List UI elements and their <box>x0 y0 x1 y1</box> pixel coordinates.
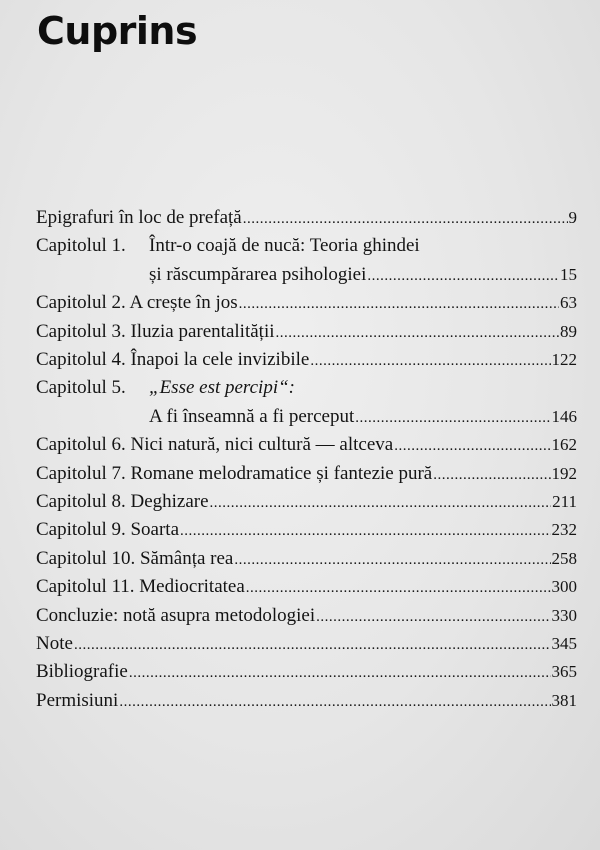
chapter-number: Capitolul 2. <box>36 292 130 314</box>
toc-entry-title: Deghizare <box>130 490 209 512</box>
toc-entry-title: Soarta <box>130 519 180 541</box>
chapter-number: Capitolul 9. <box>36 519 131 541</box>
toc-entry-capitolul-3[interactable] <box>36 318 577 346</box>
toc-entry-concluzie[interactable] <box>36 602 577 630</box>
chapter-number: Capitolul 11. <box>36 576 140 598</box>
toc-entry-permisiuni[interactable] <box>36 687 577 715</box>
dot-leader <box>129 659 551 687</box>
dot-leader <box>243 205 568 233</box>
dot-leader <box>234 546 550 574</box>
toc-entry-title: Înapoi la cele invizibile <box>130 348 310 370</box>
toc-page-number: 15 <box>560 264 577 284</box>
dot-leader <box>119 688 550 716</box>
toc-page-number: 300 <box>551 577 577 597</box>
dot-leader <box>310 347 550 375</box>
toc-entry-title: A fi înseamnă a fi perceput <box>149 405 355 427</box>
chapter-number: Capitolul 3. <box>36 320 131 342</box>
toc-entry-capitolul-10[interactable] <box>36 545 577 573</box>
toc-entry-title: și răscumpărarea psihologiei <box>149 263 367 285</box>
chapter-number: Capitolul 6. <box>36 434 131 456</box>
toc-page-number: 232 <box>551 520 577 540</box>
toc-page-number: 122 <box>551 349 577 369</box>
toc-page-number: 63 <box>560 293 577 313</box>
toc-page-number: 330 <box>551 605 577 625</box>
toc-entry-title: Romane melodramatice și fantezie pură <box>130 462 433 484</box>
chapter-number: Capitolul 4. <box>36 348 131 370</box>
toc-page-number: 258 <box>551 548 577 568</box>
toc-entry-title: Concluzie: notă asupra metodologiei <box>36 604 316 626</box>
toc-entry-capitolul-8[interactable] <box>36 488 577 516</box>
toc-page-number: 365 <box>551 662 577 682</box>
toc-page-number: 381 <box>551 690 577 710</box>
dot-leader <box>433 461 550 489</box>
toc-page-number: 89 <box>560 321 577 341</box>
dot-leader <box>276 319 560 347</box>
toc-entry-title: Epigrafuri în loc de prefață <box>36 207 242 228</box>
toc-page-number: 162 <box>551 435 577 455</box>
toc-page-number: 345 <box>551 633 577 653</box>
dot-leader <box>180 517 550 545</box>
toc-entry-note[interactable] <box>36 630 577 658</box>
toc-entry-capitolul-4[interactable] <box>36 346 577 374</box>
toc-page-number: 9 <box>568 208 577 227</box>
chapter-number: Capitolul 7. <box>36 462 131 484</box>
dot-leader <box>239 290 559 318</box>
toc-entry-capitolul-7[interactable] <box>36 460 577 488</box>
dot-leader <box>210 489 552 517</box>
chapter-number: Capitolul 10. <box>36 547 140 569</box>
toc-entry-title: Bibliografie <box>36 661 128 683</box>
toc-entry-title: Note <box>36 632 73 654</box>
chapter-number: Capitolul 5. <box>36 377 126 399</box>
chapter-number: Capitolul 8. <box>36 490 131 512</box>
toc-entry-title: Iluzia parentalității <box>130 320 275 342</box>
toc-entry-title: A crește în jos <box>129 292 238 314</box>
toc-entry-bibliografie[interactable] <box>36 658 577 686</box>
dot-leader <box>394 432 550 460</box>
toc-entry-capitolul-5[interactable] <box>36 374 577 431</box>
toc-page-number: 211 <box>552 491 577 511</box>
toc-entry-title: Sămânța rea <box>139 547 234 569</box>
chapter-number: Capitolul 1. <box>36 235 126 257</box>
table-of-contents <box>36 204 577 715</box>
dot-leader <box>74 631 551 659</box>
dot-leader <box>316 603 550 631</box>
page-title: Cuprins <box>37 9 198 53</box>
toc-entry-title: Nici natură, nici cultură — altceva <box>130 434 394 456</box>
dot-leader <box>355 404 550 432</box>
toc-entry-capitolul-2[interactable] <box>36 289 577 317</box>
toc-page-number: 146 <box>551 406 577 426</box>
toc-entry-title-line1: „Esse est percipi“: <box>149 377 296 399</box>
toc-entry-capitolul-1[interactable] <box>36 232 577 289</box>
toc-entry-title-line1: Într-o coajă de nucă: Teoria ghindei <box>149 235 420 257</box>
toc-page-number: 192 <box>551 463 577 483</box>
toc-entry-capitolul-9[interactable] <box>36 516 577 544</box>
toc-entry-capitolul-11[interactable] <box>36 573 577 601</box>
toc-entry-capitolul-6[interactable] <box>36 431 577 459</box>
toc-entry-epigrafuri[interactable] <box>36 204 577 232</box>
dot-leader <box>367 262 559 290</box>
toc-entry-title: Mediocritatea <box>139 576 245 598</box>
toc-entry-title: Permisiuni <box>36 689 119 711</box>
dot-leader <box>246 574 551 602</box>
